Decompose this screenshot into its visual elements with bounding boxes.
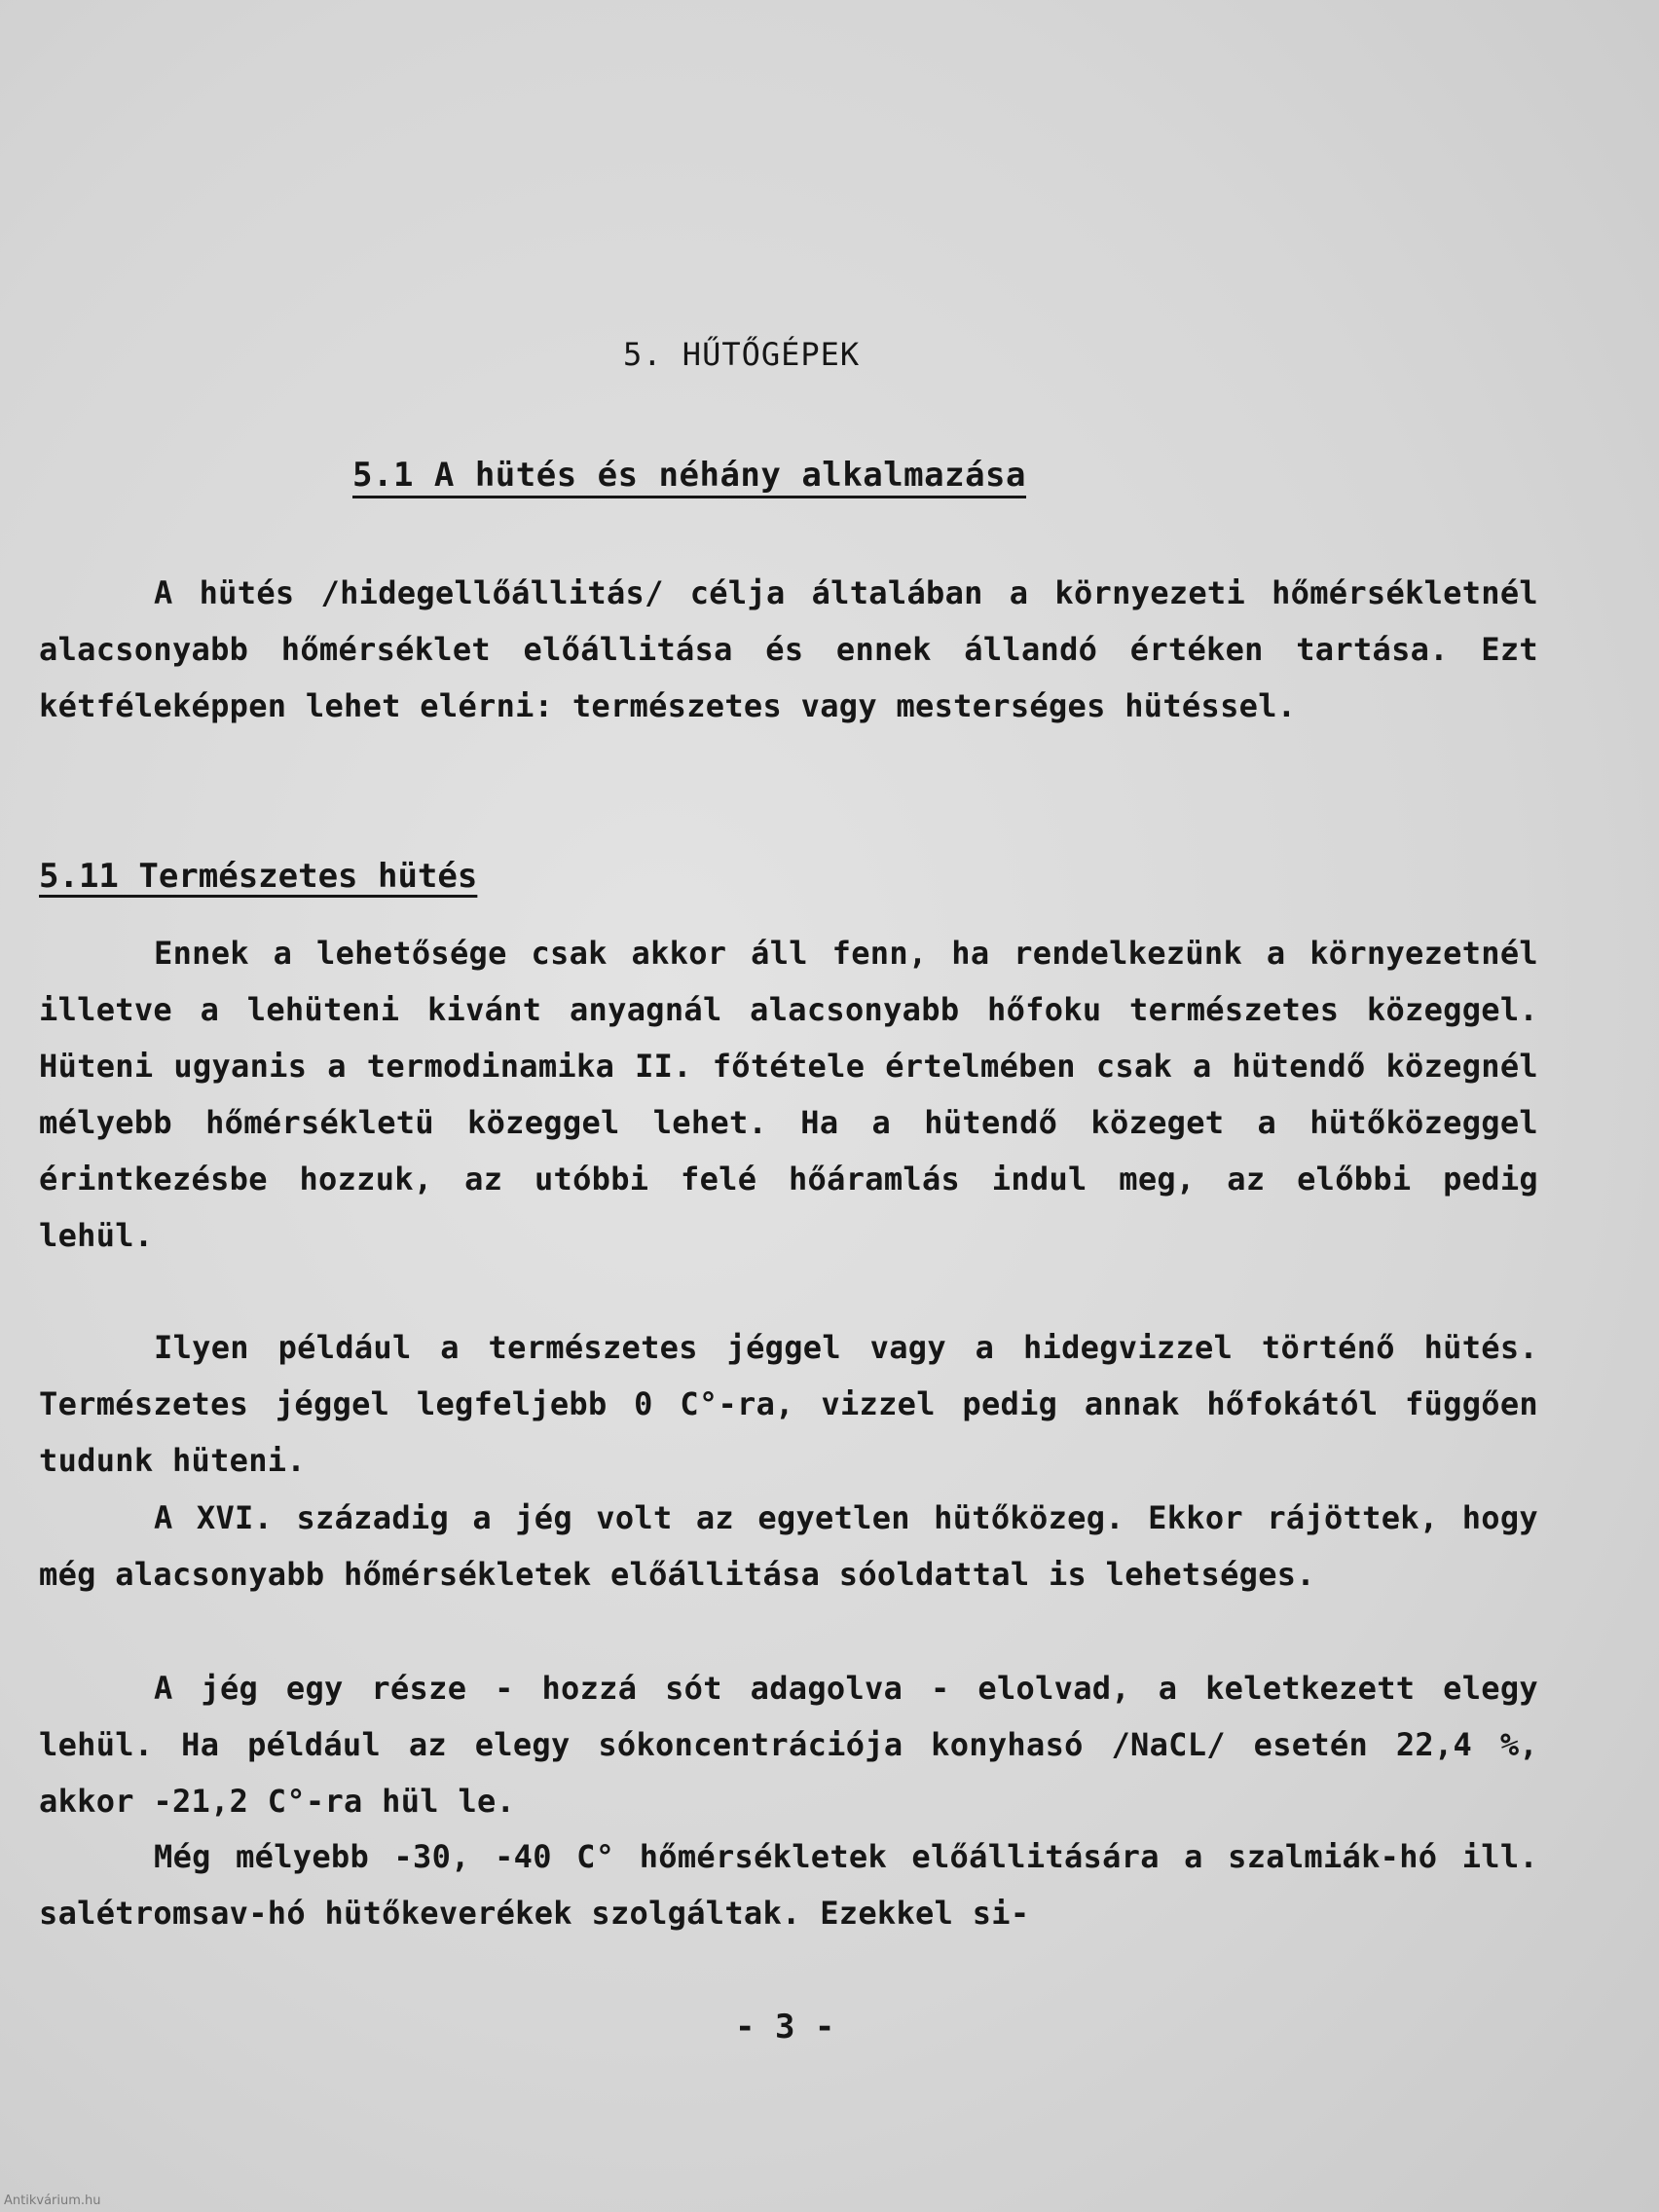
page-number: - 3 -: [735, 2008, 835, 2046]
subsection-title: 5.11 Természetes hütés: [39, 857, 478, 896]
intro-paragraph: A hütés /hidegellőállitás/ célja általában a környezeti hőmérsékletnél alacsonyabb hőmérséklet előállitása és ennek állandó értéken tartása. Ezt kétféleképpen lehet elérni: természetes vagy mesterséges hütéssel.: [39, 574, 1538, 724]
watermark: Antikvárium.hu: [4, 2194, 101, 2208]
section-title: 5.1 A hütés és néhány alkalmazása: [352, 456, 1027, 495]
body-paragraph: Ennek a lehetősége csak akkor áll fenn, ha rendelkezünk a környezetnél illetve a lehüteni kivánt anyagnál alacsonyabb hőfoku természetes közeggel. Hüteni ugyanis a termodinamika II. főtétele értelmében csak a hütendő közegnél mélyebb hőmérsékletü közeggel lehet. Ha a hütendő közeget a hütőközeggel érintkezésbe hozzuk, az utóbbi felé hőáramlás indul meg, az előbbi pedig lehül.: [39, 935, 1538, 1254]
body-paragraph: Még mélyebb -30, -40 C° hőmérsékletek előállitására a szalmiák-hó ill. salétromsav-hó hütőkeverékek szolgáltak. Ezekkel si-: [39, 1838, 1538, 1932]
body-paragraph: A XVI. századig a jég volt az egyetlen hütőközeg. Ekkor rájöttek, hogy még alacsonyabb hőmérsékletek előállitása sóoldattal is lehetséges.: [39, 1499, 1538, 1593]
body-paragraph: A jég egy része - hozzá sót adagolva - elolvad, a keletkezett elegy lehül. Ha például az elegy sókoncentrációja konyhasó /NaCL/ esetén 22,4 %, akkor -21,2 C°-ra hül le.: [39, 1670, 1538, 1820]
chapter-title: 5. HŰTŐGÉPEK: [623, 336, 861, 373]
body-paragraph: Ilyen például a természetes jéggel vagy a hidegvizzel történő hütés. Természetes jéggel legfeljebb 0 C°-ra, vizzel pedig annak hőfokától függően tudunk hüteni.: [39, 1329, 1538, 1479]
